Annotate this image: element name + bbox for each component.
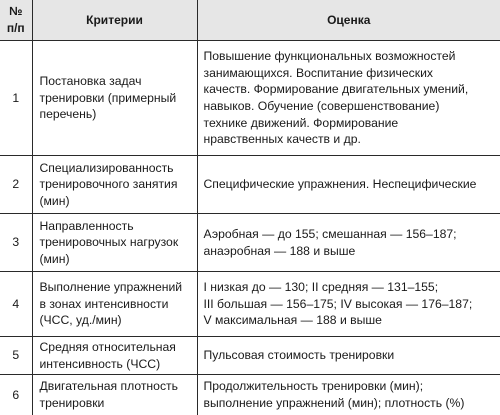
- criteria-line: Направленность: [39, 218, 134, 233]
- criteria-line: (ЧСС, уд./мин): [39, 313, 122, 328]
- criteria-line: Специализированность: [39, 160, 174, 175]
- evaluation-line: Аэробная — до 155; смешанная — 156–187;: [203, 226, 457, 241]
- criteria-cell: [32, 156, 197, 214]
- row-number: 5: [0, 337, 32, 375]
- criteria-line: (мин): [39, 193, 70, 208]
- evaluation-line: навыков. Обучение (совершенствование): [203, 99, 440, 113]
- criteria-cell: [32, 375, 197, 415]
- evaluation-cell: [197, 272, 500, 337]
- criteria-cell: [32, 272, 197, 337]
- evaluation-line: занимающихся. Воспитание физических: [203, 65, 433, 80]
- evaluation-line: качеств. Формирование двигательных умений,: [203, 82, 469, 97]
- criteria-line: Двигательная плотность: [39, 379, 178, 394]
- evaluation-line: анаэробная — 188 и выше: [203, 243, 356, 258]
- header-number: [0, 0, 32, 41]
- row-number: 6: [0, 375, 32, 415]
- criteria-line: тренировочного занятия: [39, 177, 178, 192]
- table-row: [0, 156, 500, 214]
- table-row: [0, 375, 500, 415]
- criteria-line: интенсивность (ЧСС): [39, 356, 161, 371]
- evaluation-line: выполнение упражнений (мин); плотность (%): [203, 396, 465, 410]
- header-evaluation: Оценка: [197, 0, 500, 41]
- criteria-line: Средняя относительная: [39, 339, 176, 354]
- table-row: [0, 337, 500, 375]
- criteria-line: тренировочных нагрузок: [39, 235, 179, 250]
- evaluation-cell: [197, 337, 500, 375]
- evaluation-line: Пульсовая стоимость тренировки: [203, 348, 395, 363]
- evaluation-line: III большая — 156–175; IV высокая — 176–187;: [203, 296, 473, 311]
- header-number-line2: п/п: [6, 21, 25, 35]
- table-row: [0, 41, 500, 156]
- criteria-cell: [32, 41, 197, 156]
- evaluation-cell: [197, 41, 500, 156]
- evaluation-line: нравственных качеств и др.: [203, 132, 361, 147]
- evaluation-line: I низкая до — 130; II средняя — 131–155;: [203, 280, 439, 295]
- table-row: [0, 214, 500, 272]
- evaluation-line: технике движений. Формирование: [203, 115, 399, 130]
- evaluation-cell: [197, 375, 500, 415]
- row-number: 4: [0, 272, 32, 337]
- header-number-line1: №: [9, 4, 23, 18]
- evaluation-line: Продолжительность тренировки (мин);: [203, 379, 424, 394]
- criteria-line: Постановка задач: [39, 74, 142, 89]
- criteria-line: перечень): [39, 107, 97, 122]
- evaluation-cell: [197, 214, 500, 272]
- criteria-line: Выполнение упражнений: [39, 280, 183, 295]
- row-number: 3: [0, 214, 32, 272]
- row-number: 1: [0, 41, 32, 156]
- criteria-line: тренировки (примерный: [39, 90, 177, 105]
- criteria-line: тренировки: [39, 396, 105, 410]
- criteria-line: в зонах интенсивности: [39, 296, 169, 311]
- evaluation-line: Повышение функциональных возможностей: [203, 49, 456, 64]
- header-row: [0, 0, 500, 41]
- evaluation-cell: [197, 156, 500, 214]
- row-number: 2: [0, 156, 32, 214]
- table-row: [0, 272, 500, 337]
- criteria-cell: [32, 214, 197, 272]
- header-criteria: Критерии: [32, 0, 197, 41]
- evaluation-line: V максимальная — 188 и выше: [203, 313, 382, 328]
- criteria-cell: [32, 337, 197, 375]
- evaluation-line: Специфические упражнения. Неспецифические: [203, 177, 477, 192]
- criteria-line: (мин): [39, 251, 70, 266]
